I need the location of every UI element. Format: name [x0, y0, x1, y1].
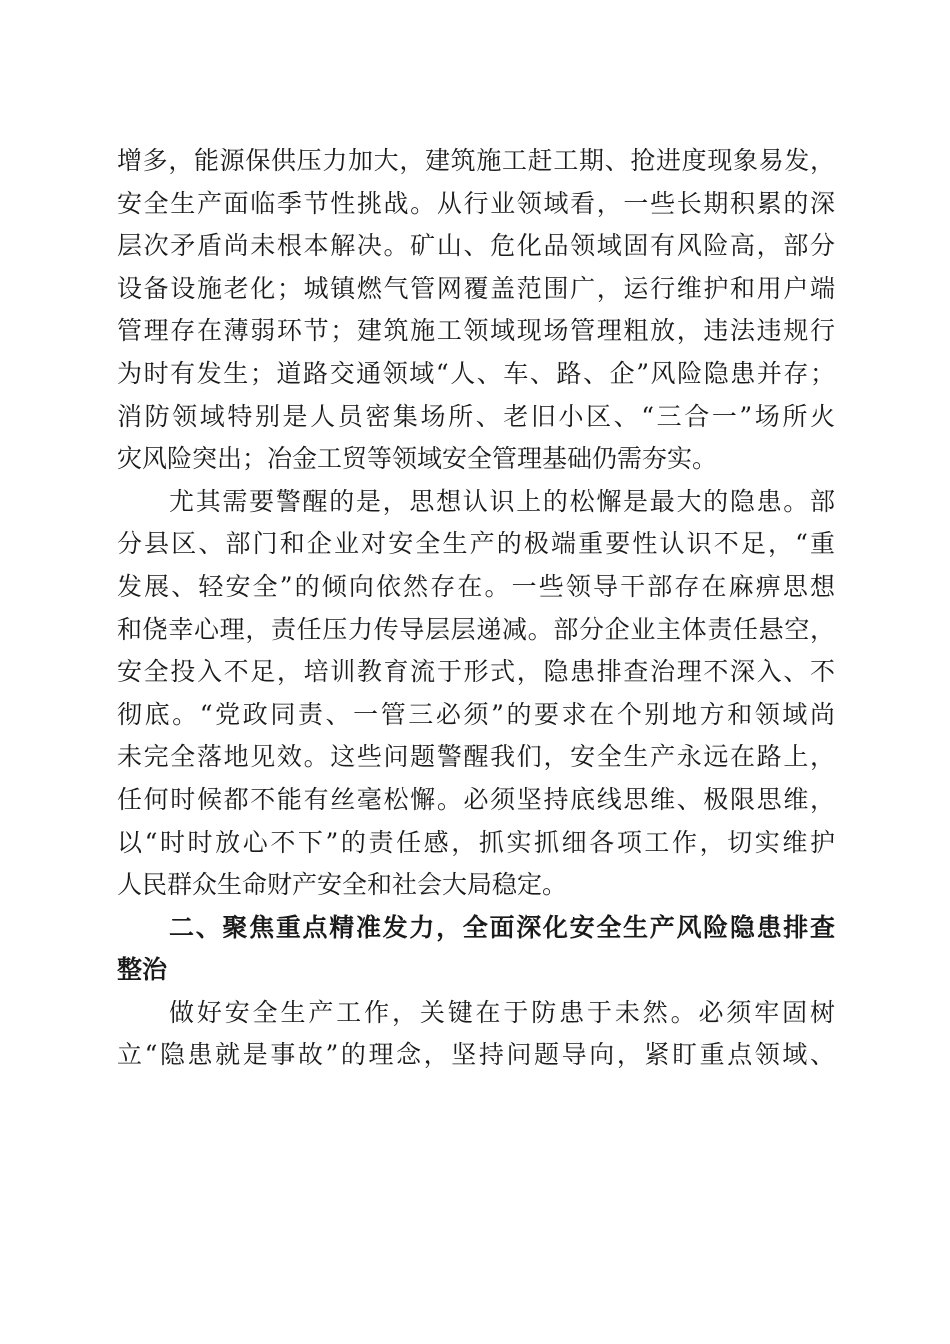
text-line: 未完全落地见效。这些问题警醒我们，安全生产永远在路上， — [117, 742, 835, 772]
text-line: 和侥幸心理，责任压力传导层层递减。部分企业主体责任悬空， — [117, 614, 835, 644]
paragraph-mindset-warning — [117, 481, 835, 907]
text-line: 消防领域特别是人员密集场所、老旧小区、“三合一”场所火 — [117, 401, 835, 431]
text-line: 以“时时放心不下”的责任感，抓实抓细各项工作，切实维护 — [117, 827, 835, 857]
text-line: 灾风险突出；冶金工贸等领域安全管理基础仍需夯实。 — [117, 444, 718, 474]
text-line: 安全生产面临季节性挑战。从行业领域看，一些长期积累的深 — [117, 188, 835, 218]
text-line: 分县区、部门和企业对安全生产的极端重要性认识不足，“重 — [117, 529, 835, 559]
text-line: 增多，能源保供压力加大，建筑施工赶工期、抢进度现象易发， — [117, 146, 835, 175]
text-line: 层次矛盾尚未根本解决。矿山、危化品领域固有风险高，部分 — [117, 231, 835, 261]
text-line: 设备设施老化；城镇燃气管网覆盖范围广，运行维护和用户端 — [117, 273, 835, 303]
text-line: 发展、轻安全”的倾向依然存在。一些领导干部存在麻痹思想 — [117, 571, 835, 601]
text-line: 任何时候都不能有丝毫松懈。必须坚持底线思维、极限思维， — [117, 784, 835, 814]
heading-line: 二、聚焦重点精准发力，全面深化安全生产风险隐患排查 — [169, 912, 835, 942]
text-line: 安全投入不足，培训教育流于形式，隐患排查治理不深入、不 — [117, 657, 835, 687]
text-line: 人民群众生命财产安全和社会大局稳定。 — [117, 870, 568, 900]
text-line: 管理存在薄弱环节；建筑施工领域现场管理粗放，违法违规行 — [117, 316, 835, 346]
paragraph-risk-fields — [117, 140, 835, 481]
text-line: 尤其需要警醒的是，思想认识上的松懈是最大的隐患。部 — [169, 486, 835, 516]
text-line: 立“隐患就是事故”的理念，坚持问题导向，紧盯重点领域、 — [117, 1040, 835, 1070]
section-heading — [117, 907, 835, 992]
heading-line: 整治 — [117, 955, 168, 985]
document-page — [117, 140, 835, 1077]
text-line: 彻底。“党政同责、一管三必须”的要求在个别地方和领域尚 — [117, 699, 835, 729]
paragraph-prevention — [117, 992, 835, 1077]
text-line: 做好安全生产工作，关键在于防患于未然。必须牢固树 — [169, 997, 835, 1027]
text-line: 为时有发生；道路交通领域“人、车、路、企”风险隐患并存； — [117, 358, 835, 388]
